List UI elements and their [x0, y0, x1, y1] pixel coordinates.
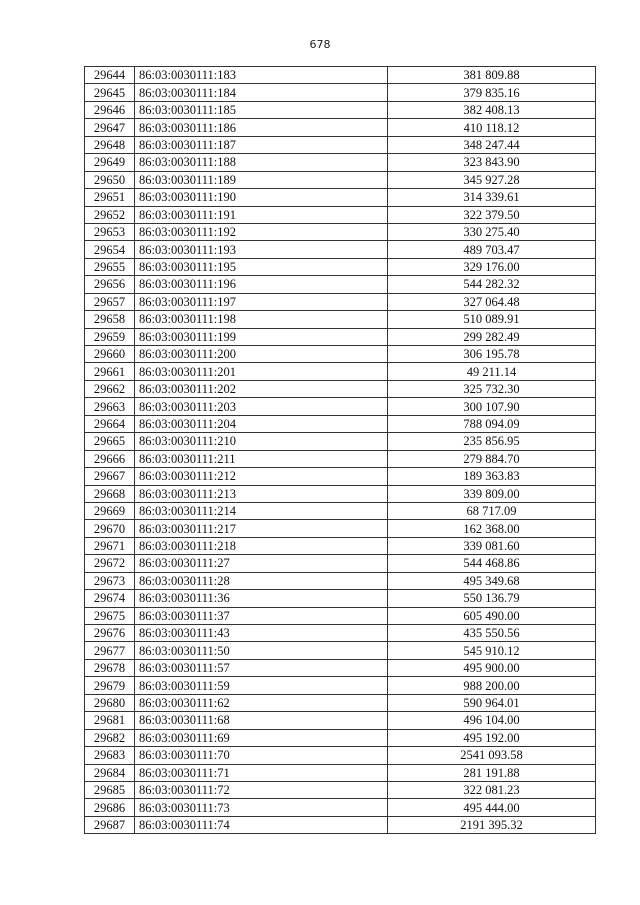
- cadastral-number-cell: 86:03:0030111:28: [135, 572, 388, 589]
- cadastral-value-cell: 348 247.44: [388, 136, 596, 153]
- table-row: [85, 781, 596, 798]
- cadastral-value-cell: 327 064.48: [388, 293, 596, 310]
- table-row: [85, 398, 596, 415]
- cadastral-number-cell: 86:03:0030111:218: [135, 537, 388, 554]
- row-number-cell: 29664: [85, 415, 135, 432]
- cadastral-number-cell: 86:03:0030111:59: [135, 677, 388, 694]
- table-row: [85, 816, 596, 833]
- cadastral-value-cell: 281 191.88: [388, 764, 596, 781]
- table-row: [85, 642, 596, 659]
- table-row: [85, 764, 596, 781]
- cadastral-number-cell: 86:03:0030111:27: [135, 555, 388, 572]
- cadastral-value-cell: 162 368.00: [388, 520, 596, 537]
- cadastral-number-cell: 86:03:0030111:204: [135, 415, 388, 432]
- cadastral-number-cell: 86:03:0030111:69: [135, 729, 388, 746]
- row-number-cell: 29678: [85, 659, 135, 676]
- row-number-cell: 29646: [85, 101, 135, 118]
- row-number-cell: 29684: [85, 764, 135, 781]
- table-row: [85, 311, 596, 328]
- table-row: [85, 101, 596, 118]
- table-row: [85, 293, 596, 310]
- row-number-cell: 29660: [85, 346, 135, 363]
- cadastral-value-cell: 788 094.09: [388, 415, 596, 432]
- row-number-cell: 29665: [85, 433, 135, 450]
- row-number-cell: 29666: [85, 450, 135, 467]
- row-number-cell: 29669: [85, 502, 135, 519]
- cadastral-value-cell: 495 444.00: [388, 799, 596, 816]
- cadastral-value-cell: 410 118.12: [388, 119, 596, 136]
- cadastral-value-cell: 435 550.56: [388, 625, 596, 642]
- cadastral-value-cell: 325 732.30: [388, 380, 596, 397]
- row-number-cell: 29683: [85, 747, 135, 764]
- table-row: [85, 84, 596, 101]
- cadastral-value-cell: 510 089.91: [388, 311, 596, 328]
- cadastral-number-cell: 86:03:0030111:57: [135, 659, 388, 676]
- cadastral-number-cell: 86:03:0030111:191: [135, 206, 388, 223]
- row-number-cell: 29654: [85, 241, 135, 258]
- table-row: [85, 659, 596, 676]
- cadastral-value-cell: 322 081.23: [388, 781, 596, 798]
- cadastral-number-cell: 86:03:0030111:213: [135, 485, 388, 502]
- cadastral-number-cell: 86:03:0030111:211: [135, 450, 388, 467]
- table-row: [85, 537, 596, 554]
- row-number-cell: 29661: [85, 363, 135, 380]
- table-row: [85, 67, 596, 84]
- cadastral-value-cell: 323 843.90: [388, 154, 596, 171]
- table-row: [85, 712, 596, 729]
- table-row: [85, 555, 596, 572]
- cadastral-value-cell: 339 081.60: [388, 537, 596, 554]
- row-number-cell: 29645: [85, 84, 135, 101]
- row-number-cell: 29659: [85, 328, 135, 345]
- cadastral-value-cell: 544 468.86: [388, 555, 596, 572]
- cadastral-value-cell: 279 884.70: [388, 450, 596, 467]
- table-row: [85, 223, 596, 240]
- row-number-cell: 29677: [85, 642, 135, 659]
- cadastral-value-cell: 379 835.16: [388, 84, 596, 101]
- table-row: [85, 328, 596, 345]
- row-number-cell: 29649: [85, 154, 135, 171]
- cadastral-number-cell: 86:03:0030111:37: [135, 607, 388, 624]
- row-number-cell: 29681: [85, 712, 135, 729]
- table-row: [85, 171, 596, 188]
- table-row: [85, 136, 596, 153]
- cadastral-value-cell: 189 363.83: [388, 468, 596, 485]
- table-row: [85, 276, 596, 293]
- cadastral-number-cell: 86:03:0030111:68: [135, 712, 388, 729]
- table-row: [85, 119, 596, 136]
- cadastral-number-cell: 86:03:0030111:50: [135, 642, 388, 659]
- row-number-cell: 29656: [85, 276, 135, 293]
- cadastral-number-cell: 86:03:0030111:62: [135, 694, 388, 711]
- table-row: [85, 485, 596, 502]
- cadastral-number-cell: 86:03:0030111:190: [135, 189, 388, 206]
- cadastral-number-cell: 86:03:0030111:199: [135, 328, 388, 345]
- cadastral-value-cell: 68 717.09: [388, 502, 596, 519]
- cadastral-value-cell: 345 927.28: [388, 171, 596, 188]
- table-row: [85, 450, 596, 467]
- row-number-cell: 29686: [85, 799, 135, 816]
- cadastral-number-cell: 86:03:0030111:193: [135, 241, 388, 258]
- cadastral-value-cell: 495 192.00: [388, 729, 596, 746]
- cadastral-value-cell: 495 900.00: [388, 659, 596, 676]
- cadastral-number-cell: 86:03:0030111:200: [135, 346, 388, 363]
- cadastral-number-cell: 86:03:0030111:198: [135, 311, 388, 328]
- row-number-cell: 29680: [85, 694, 135, 711]
- table-row: [85, 677, 596, 694]
- table-row: [85, 502, 596, 519]
- cadastral-number-cell: 86:03:0030111:192: [135, 223, 388, 240]
- cadastral-number-cell: 86:03:0030111:202: [135, 380, 388, 397]
- cadastral-value-table: [84, 66, 596, 834]
- cadastral-number-cell: 86:03:0030111:214: [135, 502, 388, 519]
- cadastral-number-cell: 86:03:0030111:72: [135, 781, 388, 798]
- row-number-cell: 29682: [85, 729, 135, 746]
- cadastral-number-cell: 86:03:0030111:188: [135, 154, 388, 171]
- table-row: [85, 729, 596, 746]
- table-row: [85, 241, 596, 258]
- cadastral-value-cell: 489 703.47: [388, 241, 596, 258]
- cadastral-number-cell: 86:03:0030111:43: [135, 625, 388, 642]
- row-number-cell: 29653: [85, 223, 135, 240]
- cadastral-value-cell: 988 200.00: [388, 677, 596, 694]
- cadastral-number-cell: 86:03:0030111:196: [135, 276, 388, 293]
- table-row: [85, 380, 596, 397]
- cadastral-value-cell: 495 349.68: [388, 572, 596, 589]
- row-number-cell: 29670: [85, 520, 135, 537]
- cadastral-number-cell: 86:03:0030111:183: [135, 67, 388, 84]
- row-number-cell: 29667: [85, 468, 135, 485]
- cadastral-value-cell: 545 910.12: [388, 642, 596, 659]
- table-row: [85, 607, 596, 624]
- cadastral-value-cell: 322 379.50: [388, 206, 596, 223]
- cadastral-value-cell: 329 176.00: [388, 258, 596, 275]
- row-number-cell: 29647: [85, 119, 135, 136]
- table-row: [85, 154, 596, 171]
- row-number-cell: 29673: [85, 572, 135, 589]
- cadastral-number-cell: 86:03:0030111:189: [135, 171, 388, 188]
- table-row: [85, 694, 596, 711]
- row-number-cell: 29687: [85, 816, 135, 833]
- row-number-cell: 29671: [85, 537, 135, 554]
- cadastral-value-cell: 2191 395.32: [388, 816, 596, 833]
- row-number-cell: 29644: [85, 67, 135, 84]
- table-row: [85, 415, 596, 432]
- row-number-cell: 29685: [85, 781, 135, 798]
- table-row: [85, 520, 596, 537]
- table-row: [85, 799, 596, 816]
- cadastral-number-cell: 86:03:0030111:74: [135, 816, 388, 833]
- cadastral-number-cell: 86:03:0030111:201: [135, 363, 388, 380]
- cadastral-number-cell: 86:03:0030111:184: [135, 84, 388, 101]
- row-number-cell: 29675: [85, 607, 135, 624]
- row-number-cell: 29655: [85, 258, 135, 275]
- table-row: [85, 572, 596, 589]
- cadastral-number-cell: 86:03:0030111:210: [135, 433, 388, 450]
- table-row: [85, 189, 596, 206]
- cadastral-value-cell: 314 339.61: [388, 189, 596, 206]
- cadastral-number-cell: 86:03:0030111:203: [135, 398, 388, 415]
- table-body: [85, 67, 596, 834]
- row-number-cell: 29658: [85, 311, 135, 328]
- table-row: [85, 433, 596, 450]
- cadastral-value-cell: 550 136.79: [388, 590, 596, 607]
- cadastral-value-cell: 235 856.95: [388, 433, 596, 450]
- cadastral-number-cell: 86:03:0030111:186: [135, 119, 388, 136]
- cadastral-value-cell: 381 809.88: [388, 67, 596, 84]
- row-number-cell: 29650: [85, 171, 135, 188]
- row-number-cell: 29652: [85, 206, 135, 223]
- row-number-cell: 29663: [85, 398, 135, 415]
- row-number-cell: 29662: [85, 380, 135, 397]
- cadastral-value-cell: 2541 093.58: [388, 747, 596, 764]
- row-number-cell: 29648: [85, 136, 135, 153]
- cadastral-number-cell: 86:03:0030111:212: [135, 468, 388, 485]
- table-row: [85, 468, 596, 485]
- row-number-cell: 29679: [85, 677, 135, 694]
- page-number: 678: [309, 38, 331, 51]
- table-row: [85, 346, 596, 363]
- cadastral-number-cell: 86:03:0030111:195: [135, 258, 388, 275]
- cadastral-number-cell: 86:03:0030111:185: [135, 101, 388, 118]
- cadastral-number-cell: 86:03:0030111:197: [135, 293, 388, 310]
- table-row: [85, 258, 596, 275]
- cadastral-number-cell: 86:03:0030111:73: [135, 799, 388, 816]
- cadastral-number-cell: 86:03:0030111:70: [135, 747, 388, 764]
- cadastral-value-cell: 544 282.32: [388, 276, 596, 293]
- cadastral-number-cell: 86:03:0030111:217: [135, 520, 388, 537]
- table-row: [85, 206, 596, 223]
- cadastral-value-cell: 339 809.00: [388, 485, 596, 502]
- table-row: [85, 747, 596, 764]
- cadastral-number-cell: 86:03:0030111:187: [135, 136, 388, 153]
- row-number-cell: 29657: [85, 293, 135, 310]
- cadastral-value-cell: 496 104.00: [388, 712, 596, 729]
- cadastral-value-cell: 330 275.40: [388, 223, 596, 240]
- cadastral-value-cell: 300 107.90: [388, 398, 596, 415]
- table-row: [85, 363, 596, 380]
- row-number-cell: 29651: [85, 189, 135, 206]
- cadastral-number-cell: 86:03:0030111:36: [135, 590, 388, 607]
- row-number-cell: 29674: [85, 590, 135, 607]
- table-row: [85, 590, 596, 607]
- cadastral-value-cell: 382 408.13: [388, 101, 596, 118]
- row-number-cell: 29668: [85, 485, 135, 502]
- cadastral-number-cell: 86:03:0030111:71: [135, 764, 388, 781]
- cadastral-value-cell: 306 195.78: [388, 346, 596, 363]
- cadastral-value-cell: 49 211.14: [388, 363, 596, 380]
- cadastral-value-cell: 590 964.01: [388, 694, 596, 711]
- cadastral-value-cell: 299 282.49: [388, 328, 596, 345]
- row-number-cell: 29676: [85, 625, 135, 642]
- row-number-cell: 29672: [85, 555, 135, 572]
- cadastral-value-cell: 605 490.00: [388, 607, 596, 624]
- table-row: [85, 625, 596, 642]
